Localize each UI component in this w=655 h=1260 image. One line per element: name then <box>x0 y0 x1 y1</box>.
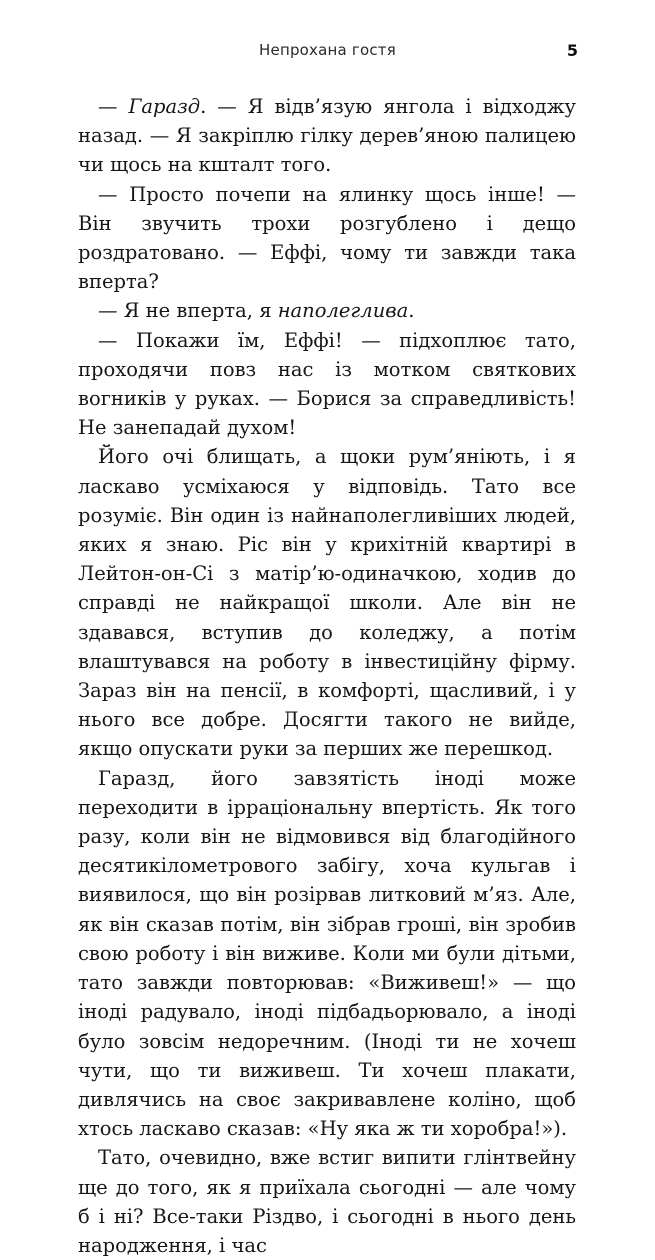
running-head <box>0 41 655 65</box>
running-title: Непрохана гостя <box>259 41 396 59</box>
paragraph <box>78 180 576 297</box>
italic-text: наполеглива <box>277 299 409 323</box>
paragraph <box>78 296 576 325</box>
text-run: — <box>98 95 129 118</box>
text-run: — Покажи їм, Еффі! — підхоплює тато, проходячи повз нас із мотком святкових вогників у руках. — Борися за справедливість! Не занепадай духом! <box>78 328 576 440</box>
paragraph <box>78 442 576 763</box>
paragraph <box>78 326 576 443</box>
paragraph <box>78 92 576 180</box>
text-run: Його очі блищать, а щоки рум’яніють, і я ласкаво усміхаюся у відповідь. Тато все розуміє. Він один із найнаполегливіших людей, яких я знаю. Ріс він у крихітній квартирі в Лейтон-он-Сі з матір’ю-одиначкою, ходив до справді не найкращої школи. Але він не здавався, вступив до коледжу, а потім влаштувався на роботу в інвестиційну фірму. Зараз він на пенсії, в комфорті, щасливий, і у нього все добре. Досягти такого не вийде, якщо опускати руки за перших же перешкод. <box>78 445 576 761</box>
paragraph <box>78 764 576 1144</box>
text-run: . — Я відв’язую янгола і відходжу назад. — Я закріплю гілку дерев’яною палицею чи щось на кшталт того. <box>78 95 576 177</box>
text-run: Гаразд, його завзятість іноді може переходити в ірраціональну впертість. Як того разу, коли він не відмовився від благодійного десятикілометрового забігу, хоча кульгав і виявилося, що він розірвав литковий м’яз. Але, як він сказав потім, він зібрав гроші, він зробив свою роботу і він виживе. Коли ми були дітьми, тато завжди повторював: «Виживеш!» — що іноді радувало, іноді підбадьорювало, а іноді було зовсім недоречним. (Іноді ти не хочеш чути, що ти виживеш. Ти хочеш плакати, дивлячись на своє закривавлене коліно, щоб хтось ласкаво сказав: «Ну яка ж ти хоробра!»). <box>78 766 576 1141</box>
text-run: Тато, очевидно, вже встиг випити глінтвейну ще до того, як я приїхала сьогодні — але чому б і ні? Все-таки Різдво, і сьогодні в нього день народження, і час <box>78 1146 576 1257</box>
italic-text: Гаразд <box>128 95 201 118</box>
page-number: 5 <box>566 41 578 60</box>
text-run: . <box>408 299 415 323</box>
text-run: — Я не вперта, я <box>98 299 278 323</box>
body-text <box>78 92 576 1260</box>
text-run: — Просто почепи на ялинку щось інше! — Він звучить трохи розгублено і дещо роздратовано. — Еффі, чому ти завжди така вперта? <box>78 182 576 294</box>
paragraph <box>78 1143 576 1260</box>
